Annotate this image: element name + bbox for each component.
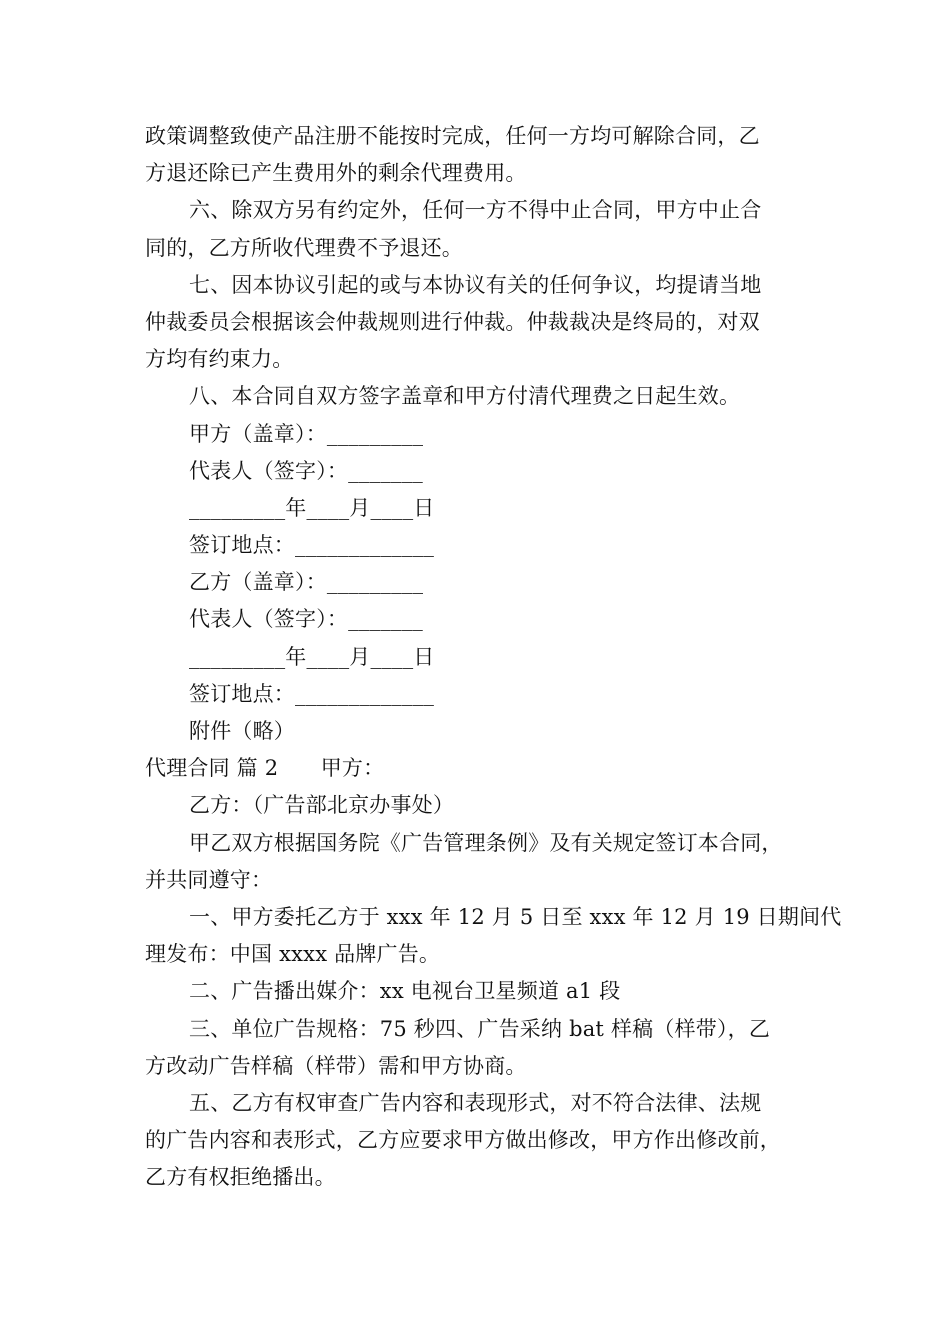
clause-two-line: 二、广告播出媒介：xx 电视台卫星频道 a1 段: [189, 979, 621, 1004]
party-b-place-line: 签订地点：_____________: [189, 681, 435, 706]
party-b-seal-line: 乙方（盖章）：_________: [189, 570, 424, 595]
party-a-representative-line: 代表人（签字）：_______: [189, 458, 423, 483]
paragraph-line: 的广告内容和表形式，乙方应要求甲方做出修改，甲方作出修改前，: [145, 1128, 781, 1153]
paragraph-line: 同的，乙方所收代理费不予退还。: [145, 235, 463, 260]
clause-six-line: 六、除双方另有约定外，任何一方不得中止合同，甲方中止合: [189, 198, 762, 223]
attachment-line: 附件（略）: [189, 719, 295, 743]
paragraph-line: 并共同遵守：: [145, 867, 273, 892]
paragraph-line: 仲裁委员会根据该会仲裁规则进行仲裁。仲裁裁决是终局的，对双: [145, 309, 760, 334]
paragraph-line: 方退还除已产生费用外的剩余代理费用。: [145, 161, 527, 186]
clause-five-line: 五、乙方有权审查广告内容和表现形式，对不符合法律、法规: [189, 1090, 762, 1115]
paragraph-line: 方均有约束力。: [145, 347, 294, 372]
section-heading: 代理合同 篇 2 甲方：: [145, 756, 385, 781]
clause-one-line: 一、甲方委托乙方于 xxx 年 12 月 5 日至 xxx 年 12 月 19 日期间代: [189, 904, 842, 929]
document-page: [145, 118, 842, 1196]
party-a-seal-line: 甲方（盖章）：_________: [189, 421, 424, 446]
party-b-representative-line: 代表人（签字）：_______: [189, 607, 423, 632]
party-a-place-line: 签订地点：_____________: [189, 533, 435, 558]
clause-three-line: 三、单位广告规格：75 秒四、广告采纳 bat 样稿（样带），乙: [189, 1016, 771, 1041]
party-b-date-line: _________年____月____日: [189, 644, 435, 669]
clause-eight-line: 八、本合同自双方签字盖章和甲方付清代理费之日起生效。: [189, 384, 741, 409]
paragraph-line: 理发布：中国 xxxx 品牌广告。: [145, 942, 441, 967]
paragraph-line: 方改动广告样稿（样带）需和甲方协商。: [145, 1053, 527, 1078]
preamble-line: 甲乙双方根据国务院《广告管理条例》及有关规定签订本合同，: [189, 830, 783, 855]
paragraph-line: 乙方有权拒绝播出。: [145, 1165, 336, 1190]
party-b-line: 乙方：（广告部北京办事处）: [189, 793, 455, 818]
clause-seven-line: 七、因本协议引起的或与本协议有关的任何争议，均提请当地: [189, 272, 762, 297]
paragraph-line: 政策调整致使产品注册不能按时完成，任何一方均可解除合同，乙: [145, 124, 760, 148]
party-a-date-line: _________年____月____日: [189, 495, 435, 520]
